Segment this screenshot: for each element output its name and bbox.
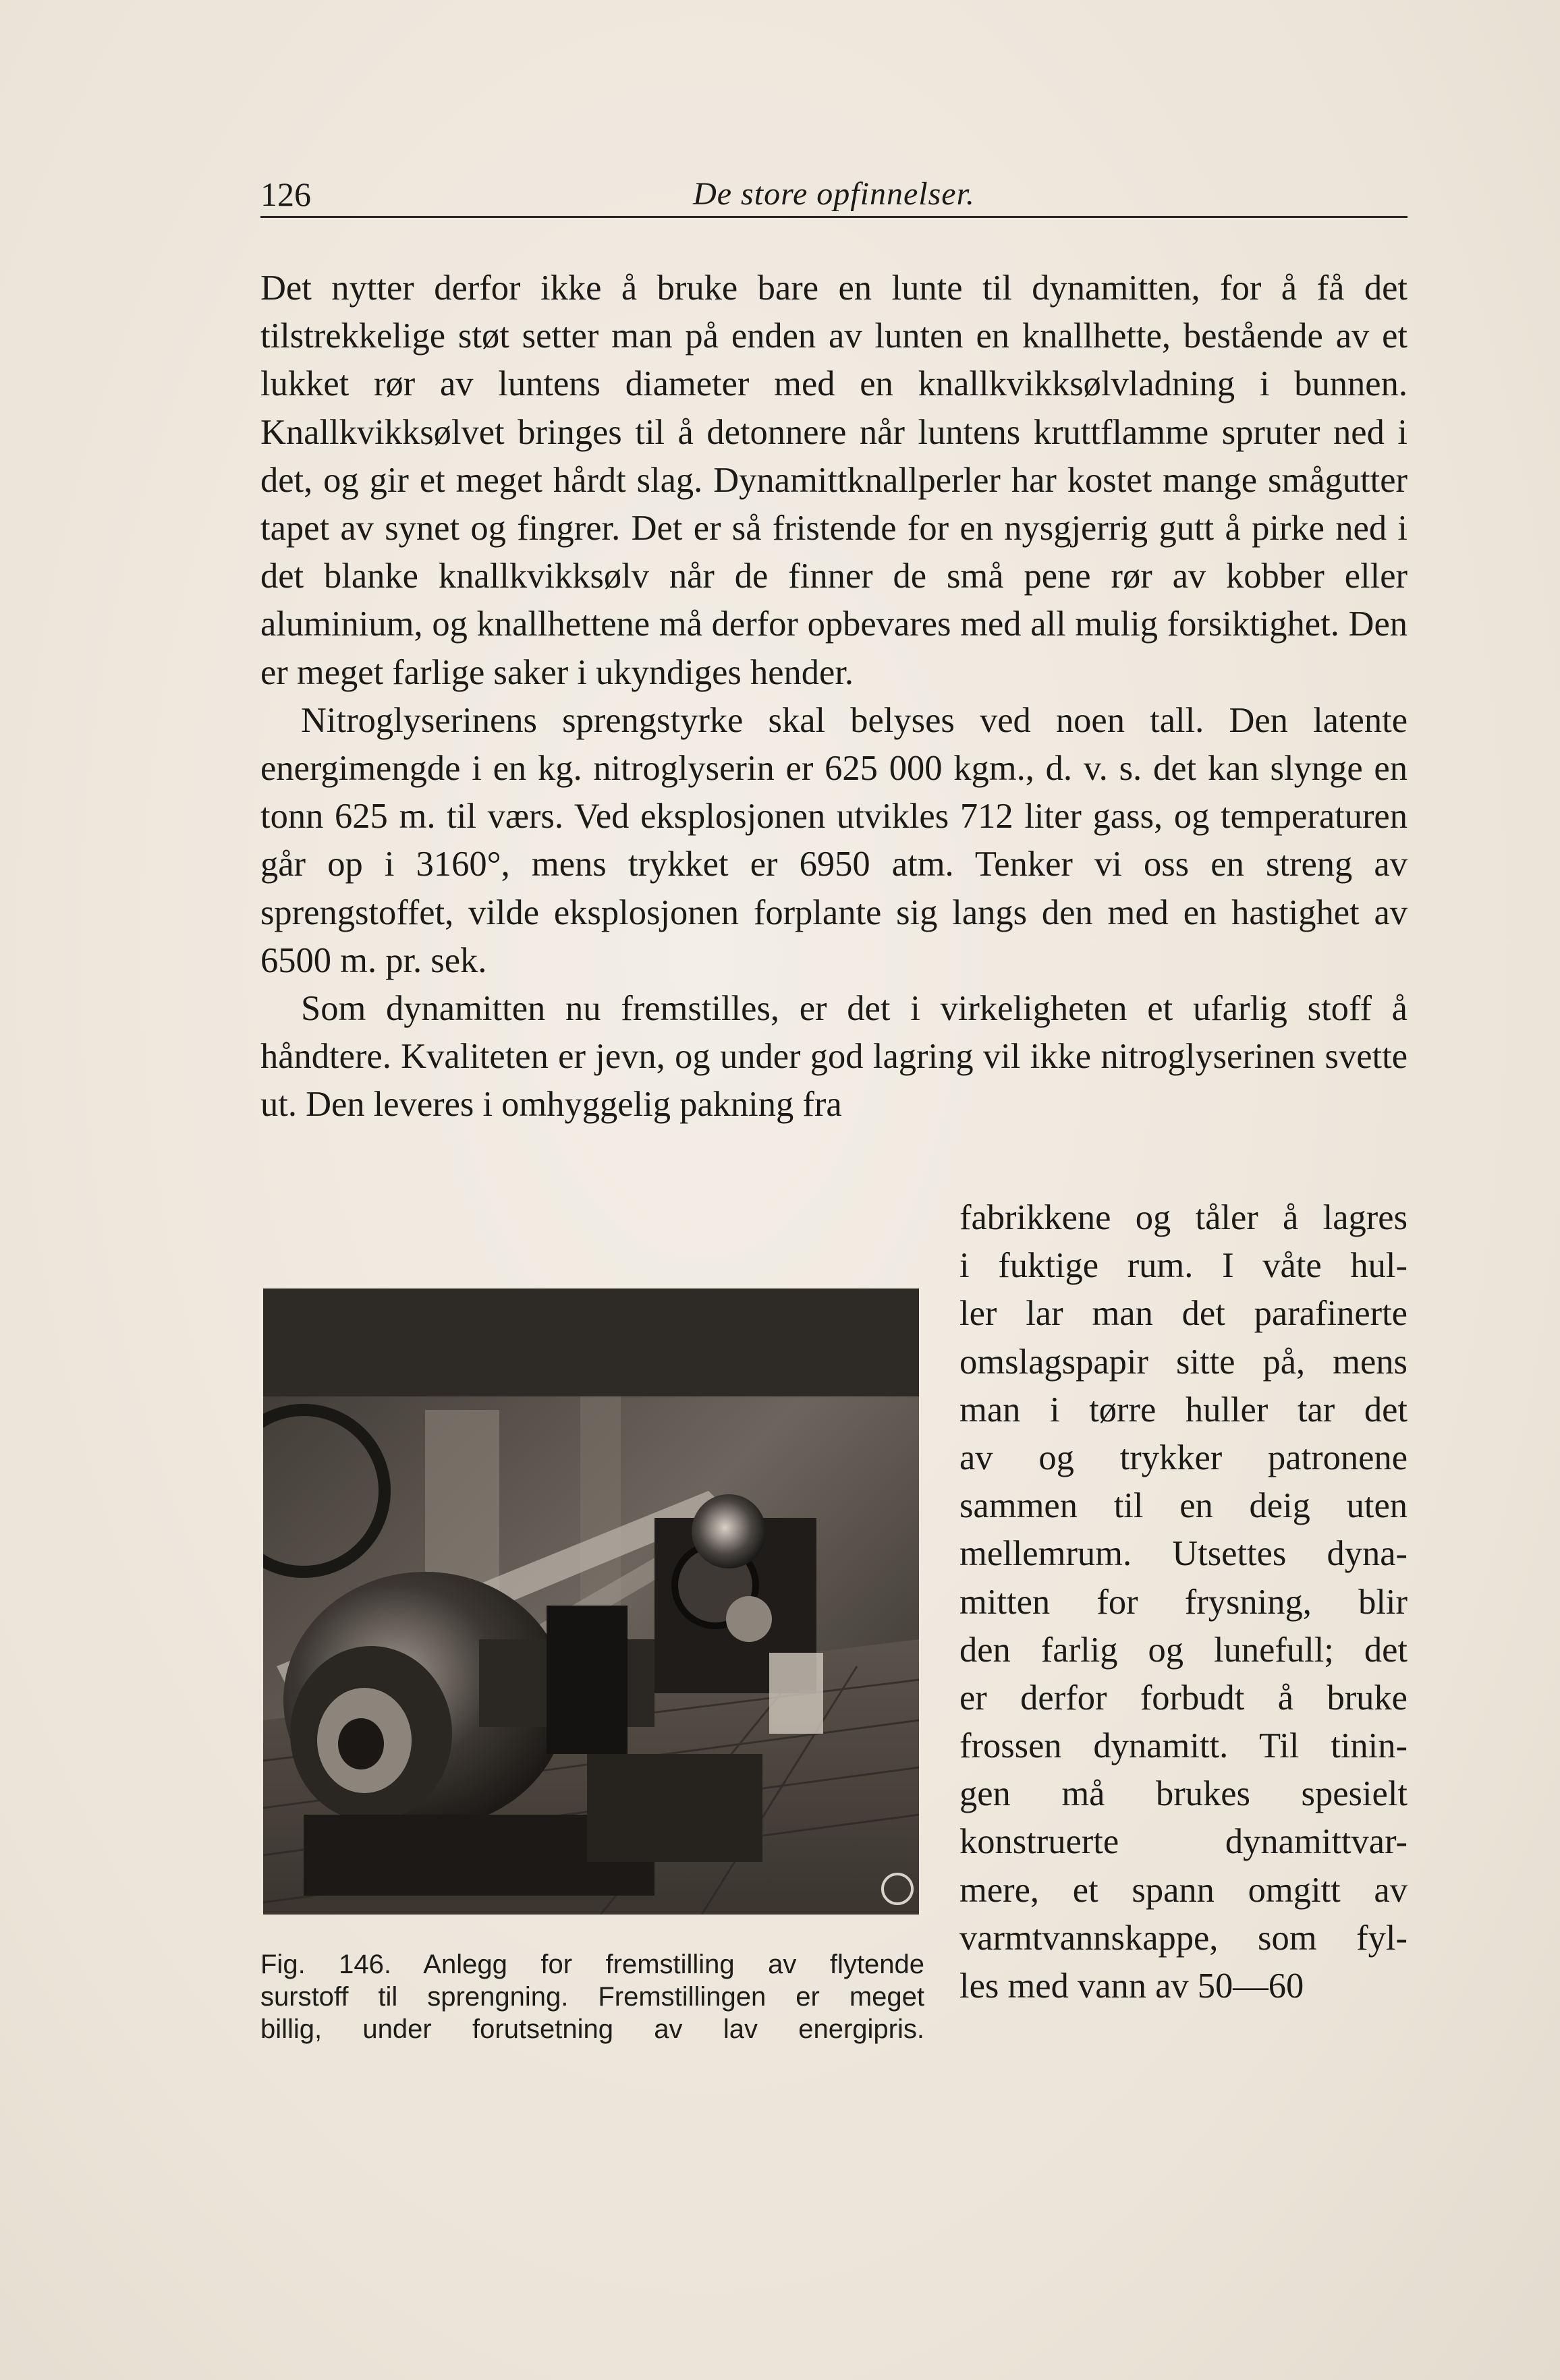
paragraph: Som dynamitten nu fremstilles, er det i virkeligheten et ufarlig stoff å håndtere. Kvaliteten er jevn, og under god lagring vil ikke nitroglyserinen svette ut. Den leveres i omhyggelig pakning fra [260, 989, 1408, 1125]
paragraph: Det nytter derfor ikke å bruke bare en lunte til dynamitten, for å få det tilstrekkelige støt setter man på enden av lunten en knallhette, bestående av et lukket rør av luntens diameter med en knallkvikksølvladning i bunnen. Knallkvikksølvet bringes til å detonnere når luntens kruttflamme spruter ned i det, og gir et meget hårdt slag. Dynamittknallperler har kostet mange smågutter tapet av synet og fingrer. Det er så fristende for en nysgjerrig gutt å pirke ned i det blanke knallkvikksølv når de finner de små pene rør av kobber eller aluminium, og knallhettene må derfor opbevares med all mulig forsiktighet. Den er meget farlige saker i ukyndiges hender. [260, 268, 1408, 692]
caption-line: Fig. 146. Anlegg for fremstilling av flytende [260, 1950, 924, 1979]
text-line: varmtvannskappe, som fyl- [959, 1918, 1408, 1958]
text-line: fabrikkene og tåler å lagres [959, 1198, 1408, 1237]
wrapped-text-column [959, 1194, 1408, 2010]
paragraph: Nitroglyserinens sprengstyrke skal belyses ved noen tall. Den latente energimengde i en kg. nitroglyserin er 625 000 kgm., d. v. s. det kan slynge en tonn 625 m. til værs. Ved eksplosjonen utvikles 712 liter gass, og temperaturen går op i 3160°, mens trykket er 6950 atm. Tenker vi oss en streng av sprengstoffet, vilde eksplosjonen forplante sig langs den med en hastighet av 6500 m. pr. sek. [260, 700, 1408, 980]
text-line: mellemrum. Utsettes dyna- [959, 1534, 1408, 1574]
machinery-illustration [263, 1288, 919, 1915]
text-line: i fuktige rum. I våte hul- [959, 1246, 1408, 1286]
page-number: 126 [260, 175, 311, 213]
text-line: gen må brukes spesielt [959, 1774, 1408, 1814]
text-line: den farlig og lunefull; det [959, 1630, 1408, 1670]
text-line: les med vann av 50—60 [959, 1966, 1304, 2006]
text-line: ler lar man det parafinerte [959, 1294, 1408, 1334]
text-line: mitten for frysning, blir [959, 1582, 1408, 1622]
page-header [260, 173, 1408, 218]
text-line: konstruerte dynamittvar- [959, 1822, 1408, 1862]
figure-photo [263, 1288, 919, 1915]
caption-line: surstoff til sprengning. Fremstillingen er meget [260, 1982, 924, 2012]
text-line: sammen til en deig uten [959, 1486, 1408, 1526]
text-line: mere, et spann omgitt av [959, 1870, 1408, 1910]
main-text [260, 264, 1408, 1129]
text-line: frossen dynamitt. Til tinin- [959, 1726, 1408, 1766]
text-line: av og trykker patronene [959, 1438, 1408, 1477]
caption-line: billig, under forutsetning av lav energipris. [260, 2014, 924, 2044]
figure-caption [260, 1948, 924, 2045]
running-title: De store opfinnelser. [693, 176, 975, 212]
text-line: man i tørre huller tar det [959, 1390, 1408, 1429]
text-line: er derfor forbudt å bruke [959, 1678, 1408, 1718]
text-line: omslagspapir sitte på, mens [959, 1342, 1408, 1382]
